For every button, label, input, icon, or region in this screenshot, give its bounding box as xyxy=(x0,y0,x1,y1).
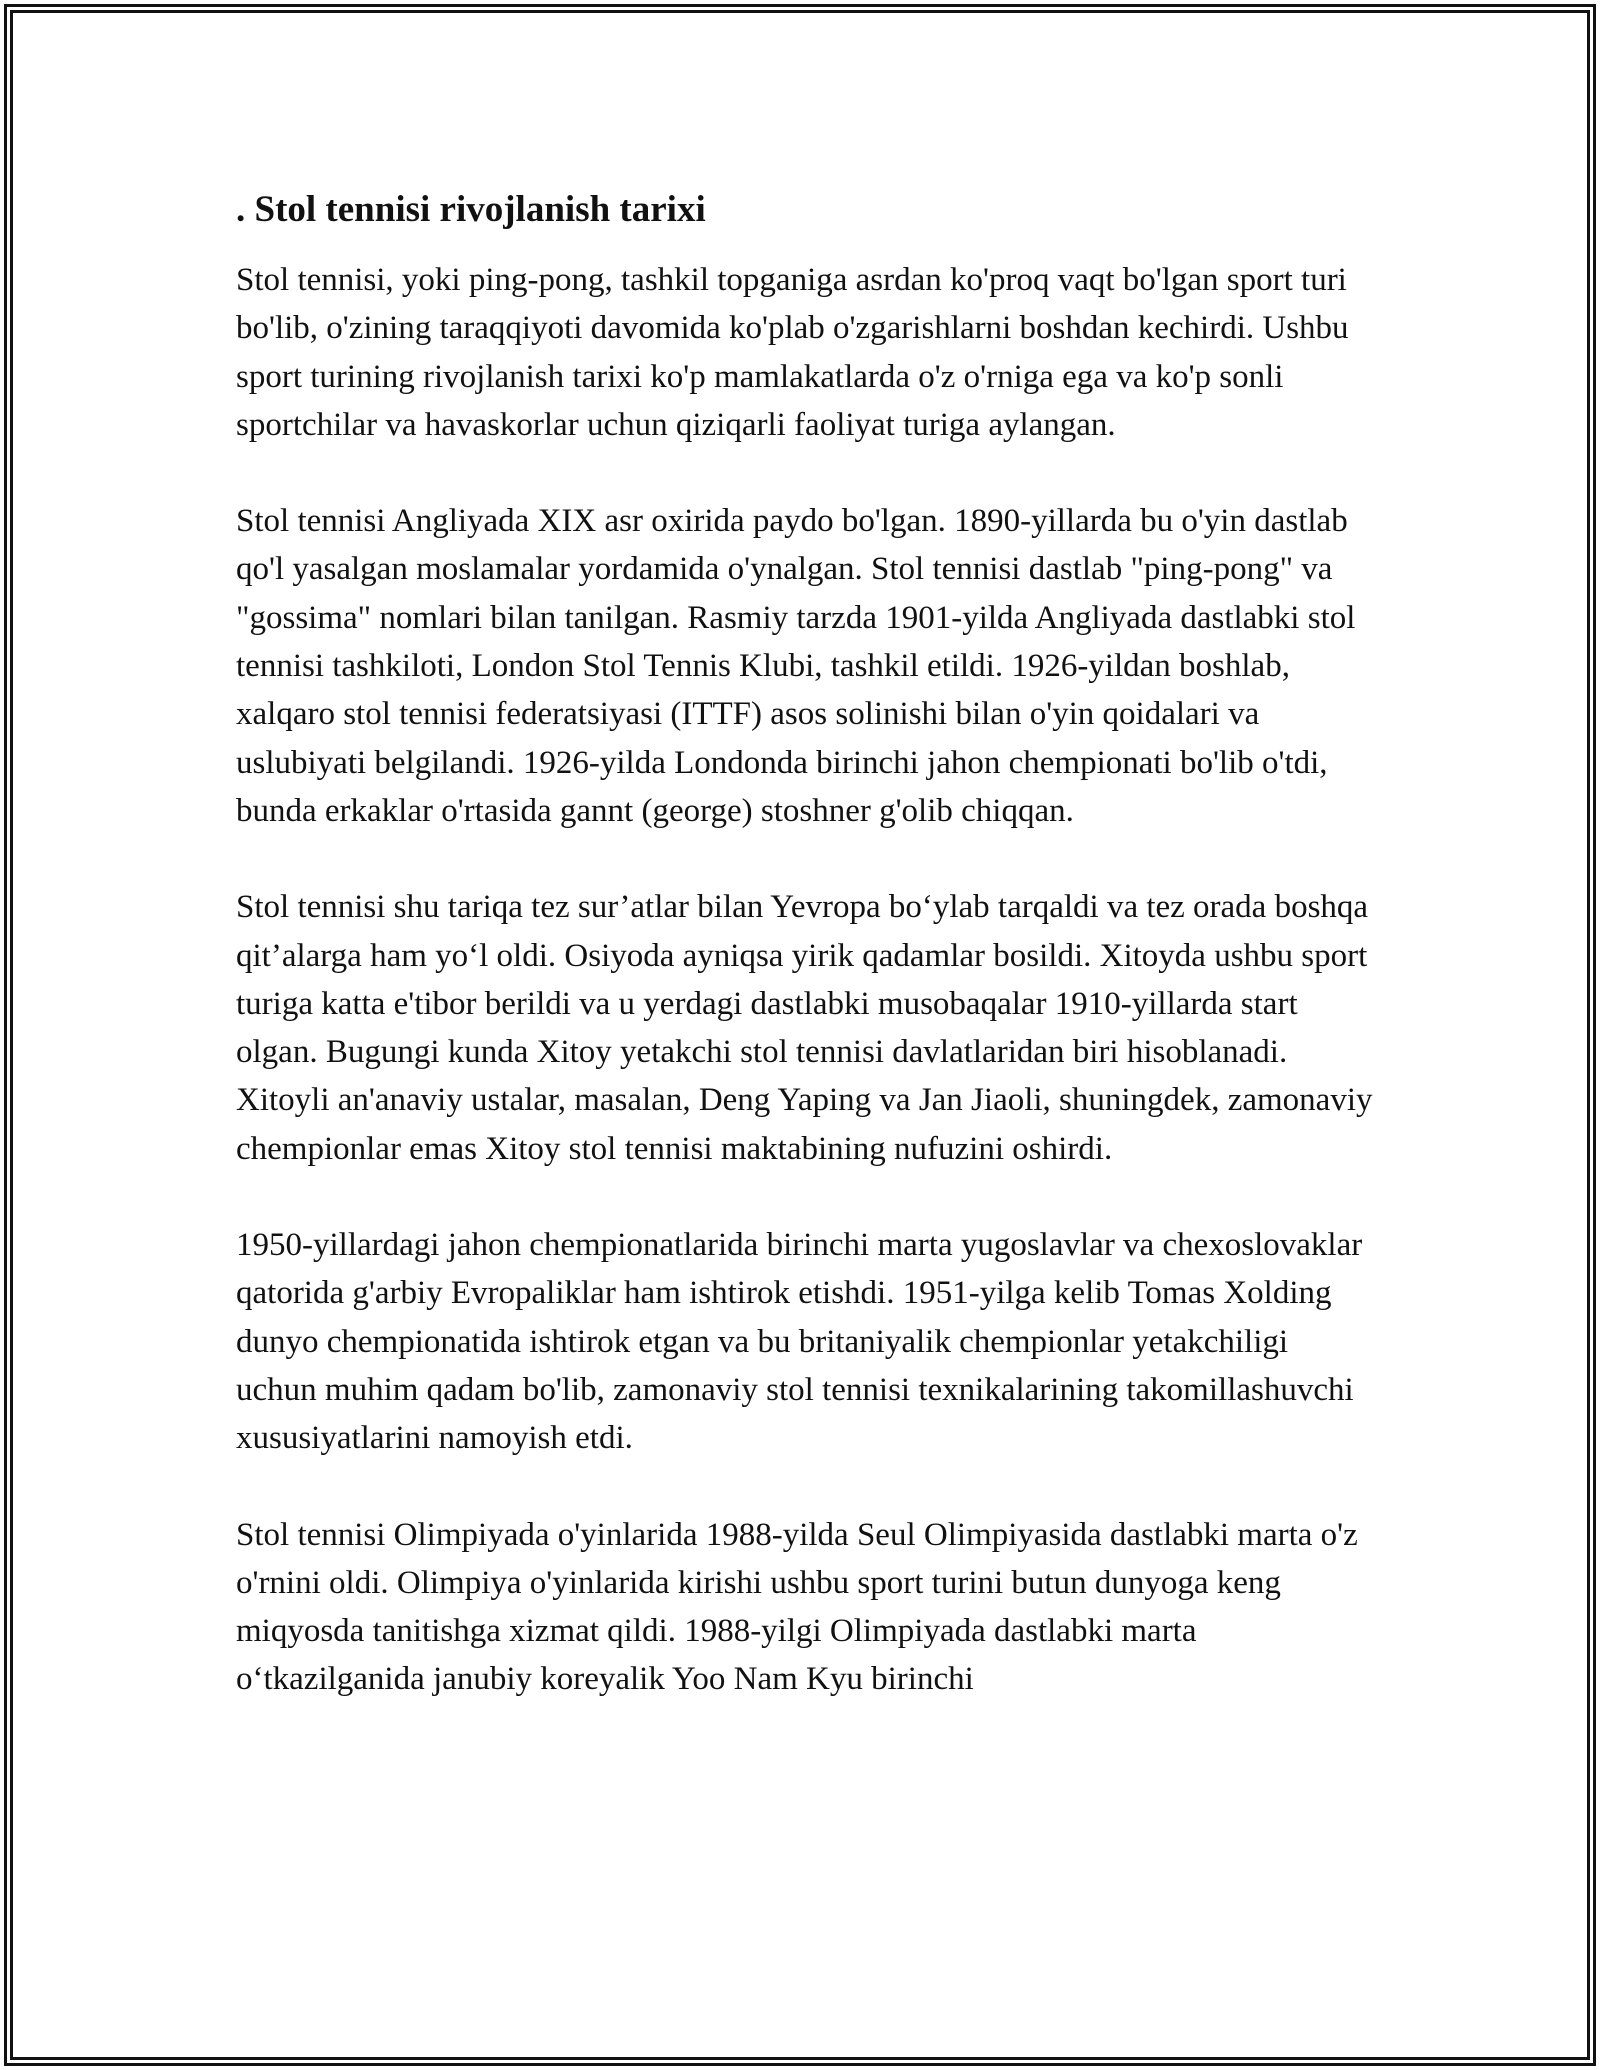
paragraph-spread: Stol tennisi shu tariqa tez sur’atlar bilan Yevropa bo‘ylab tarqaldi va tez orada boshqa qit’alarga ham yo‘l oldi. Osiyoda ayniqsa yirik qadamlar bosildi. Xitoyda ushbu sport turiga katta e'tibor berildi va u yerdagi dastlabki musobaqalar 1910-yillarda start olgan. Bugungi kunda Xitoy yetakchi stol tennisi davlatlaridan biri hisoblanadi. Xitoyli an'anaviy ustalar, masalan, Deng Yaping va Jan Jiaoli, shuningdek, zamonaviy chempionlar emas Xitoy stol tennisi maktabining nufuzini oshirdi. xyxy=(236,889,1373,1167)
paragraph-intro: Stol tennisi, yoki ping-pong, tashkil topganiga asrdan ko'proq vaqt bo'lgan sport turi bo'lib, o'zining taraqqiyoti davomida ko'plab o'zgarishlarni boshdan kechirdi. Ushbu sport turining rivojlanish tarixi ko'p mamlakatlarda o'z o'rniga ega va ko'p sonli sportchilar va havaskorlar uchun qiziqarli faoliyat turiga aylangan. xyxy=(236,262,1349,443)
paragraph-origins: Stol tennisi Angliyada XIX asr oxirida paydo bo'lgan. 1890-yillarda bu o'yin dastlab qo'l yasalgan moslamalar yordamida o'ynalgan. Stol tennisi dastlab "ping-pong" va "gossima" nomlari bilan tanilgan. Rasmiy tarzda 1901-yilda Angliyada dastlabki stol tennisi tashkiloti, London Stol Tennis Klubi, tashkil etildi. 1926-yildan boshlab, xalqaro stol tennisi federatsiyasi (ITTF) asos solinishi bilan o'yin qoidalari va uslubiyati belgilandi. 1926-yilda Londonda birinchi jahon chempionati bo'lib o'tdi, bunda erkaklar o'rtasida gannt (george) stoshner g'olib chiqqan. xyxy=(236,503,1356,829)
paragraph-olympics: Stol tennisi Olimpiyada o'yinlarida 1988-yilda Seul Olimpiyasida dastlabki marta o'z o'rnini oldi. Olimpiya o'yinlarida kirishi ushbu sport turini butun dunyoga keng miqyosda tanitishga xizmat qildi. 1988-yilgi Olimpiyada dastlabki marta o‘tkazilganida janubiy koreyalik Yoo Nam Kyu birinchi xyxy=(236,1516,1358,1698)
paragraph-1950s: 1950-yillardagi jahon chempionatlarida birinchi marta yugoslavlar va chexoslovaklar qatorida g'arbiy Evropaliklar ham ishtirok etishdi. 1951-yilga kelib Tomas Xolding dunyo chempionatida ishtirok etgan va bu britaniyalik chempionlar yetakchiligi uchun muhim qadam bo'lib, zamonaviy stol tennisi texnikalarining takomillashuvchi xususiyatlarini namoyish etdi. xyxy=(236,1227,1363,1457)
document-body xyxy=(236,186,1376,1752)
document-title: . Stol tennisi rivojlanish tarixi xyxy=(236,189,706,230)
